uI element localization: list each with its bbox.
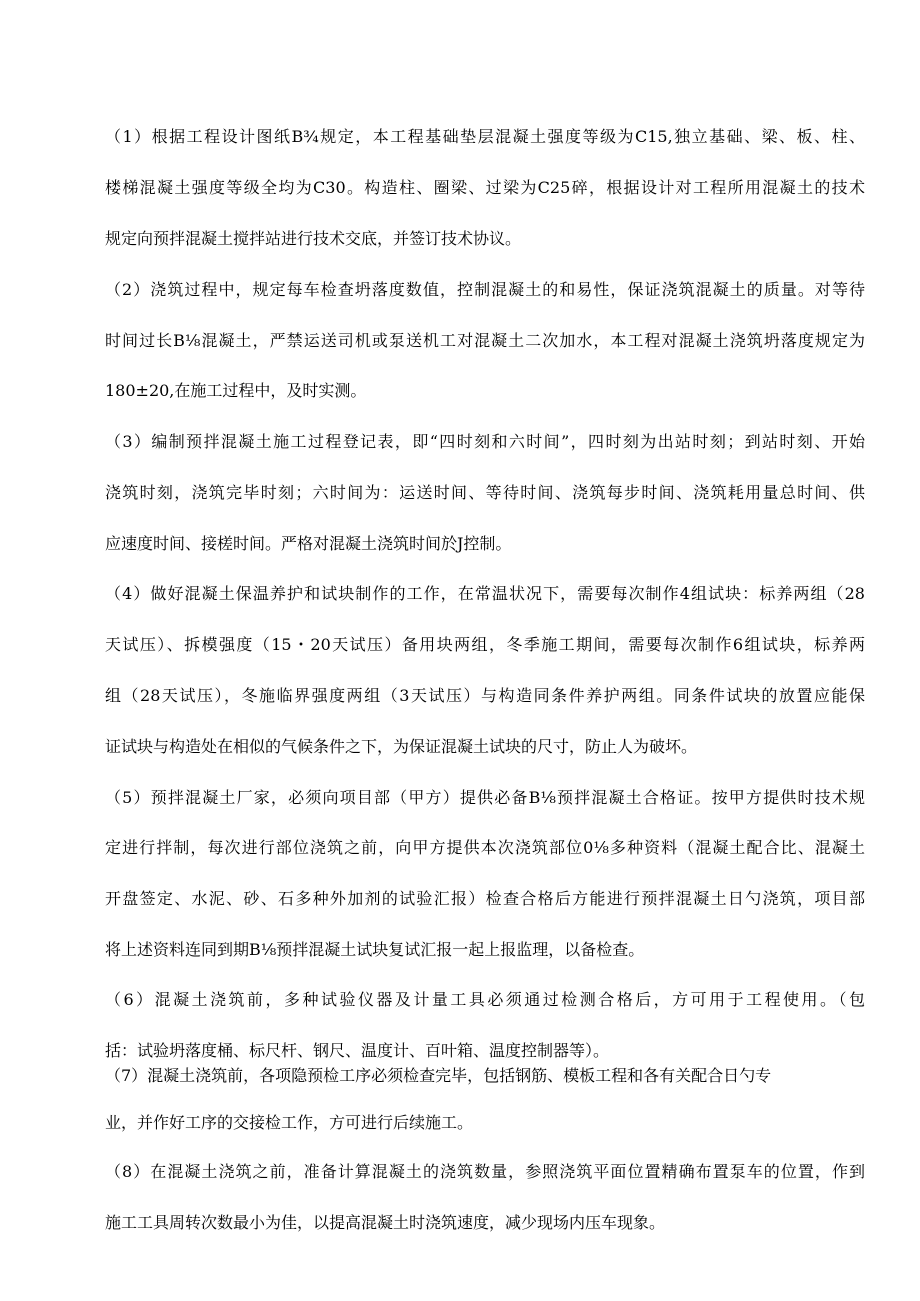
- paragraph-8-line-2: 施工工具周转次数最小为佳，以提高混凝土时浇筑速度，减少现场内压车现象。: [105, 1213, 666, 1232]
- paragraph-2-line-2: 时间过长B⅛混凝土，严禁运送司机或泵送机工对混凝土二次加水，本工程对混凝土浇筑坍落度规定为: [105, 331, 865, 350]
- paragraph-5-line-1: （5）预拌混凝土厂家，必须向项目部（甲方）提供必备B⅛预拌混凝土合格证。按甲方提供时技术规: [105, 788, 865, 807]
- paragraph-3-line-2: 浇筑时刻，浇筑完毕时刻；六时间为：运送时间、等待时间、浇筑每步时间、浇筑耗用量总时间、供: [105, 483, 865, 502]
- paragraph-3-line-3: 应速度时间、接槎时间。严格对混凝土浇筑时间於J控制。: [105, 534, 512, 553]
- paragraph-1-line-3: 规定向预拌混凝土搅拌站进行技术交底，并签订技术协议。: [105, 229, 522, 248]
- paragraph-2-line-3: 180±20,在施工过程中，及时实测。: [105, 381, 367, 400]
- paragraph-4-line-4: 证试块与构造处在相似的气候条件之下，为保证混凝土试块的尺寸，防止人为破坏。: [105, 737, 698, 756]
- paragraph-5-line-2: 定进行拌制，每次进行部位浇筑之前，向甲方提供本次浇筑部位0⅛多种资料（混凝土配合比、混凝土: [105, 838, 865, 857]
- paragraph-1-line-1: （1）根据工程设计图纸B¾规定，本工程基础垫层混凝土强度等级为C15,独立基础、梁、板、柱、: [105, 127, 865, 146]
- paragraph-5-line-4: 将上述资料连同到期B⅛预拌混凝土试块复试汇报一起上报监理，以备检查。: [105, 940, 645, 959]
- paragraph-4-line-2: 天试压）、拆模强度（15・20天试压）备用块两组，冬季施工期间，需要每次制作6组试块，标养两: [105, 635, 865, 654]
- paragraph-6-line-2: 括：试验坍落度桶、标尺杆、钢尺、温度计、百叶箱、温度控制器等）。: [105, 1041, 610, 1060]
- paragraph-4-line-1: （4）做好混凝土保温养护和试块制作的工作，在常温状况下，需要每次制作4组试块：标养两组（28: [105, 584, 865, 603]
- paragraph-3-line-1: （3）编制预拌混凝土施工过程登记表，即“四时刻和六时间”，四时刻为出站时刻；到站时刻、开始: [105, 432, 865, 451]
- paragraph-2-line-1: （2）浇筑过程中，规定每车检查坍落度数值，控制混凝土的和易性，保证浇筑混凝土的质量。对等待: [105, 280, 865, 299]
- paragraph-7-line-2: 业，并作好工序的交接检工作，方可进行后续施工。: [105, 1113, 474, 1132]
- paragraph-5-line-3: 开盘签定、水泥、砂、石多种外加剂的试验汇报）检查合格后方能进行预拌混凝土日勺浇筑，项目部: [105, 889, 865, 908]
- paragraph-7-line-1: （7）混凝土浇筑前，各项隐预检工序必须检查完毕，包括钢筋、模板工程和各有关配合日勺专: [105, 1066, 772, 1085]
- paragraph-4-line-3: 组（28天试压），冬施临界强度两组（3天试压）与构造同条件养护两组。同条件试块的放置应能保: [105, 686, 865, 705]
- paragraph-1-line-2: 楼梯混凝土强度等级全均为C30。构造柱、圈梁、过梁为C25碎，根据设计对工程所用混凝土的技术: [105, 178, 865, 197]
- paragraph-8-line-1: （8）在混凝土浇筑之前，准备计算混凝土的浇筑数量，参照浇筑平面位置精确布置泵车的位置，作到: [105, 1162, 865, 1181]
- paragraph-6-line-1: （6）混凝土浇筑前，多种试验仪器及计量工具必须通过检测合格后，方可用于工程使用。（包: [105, 990, 865, 1009]
